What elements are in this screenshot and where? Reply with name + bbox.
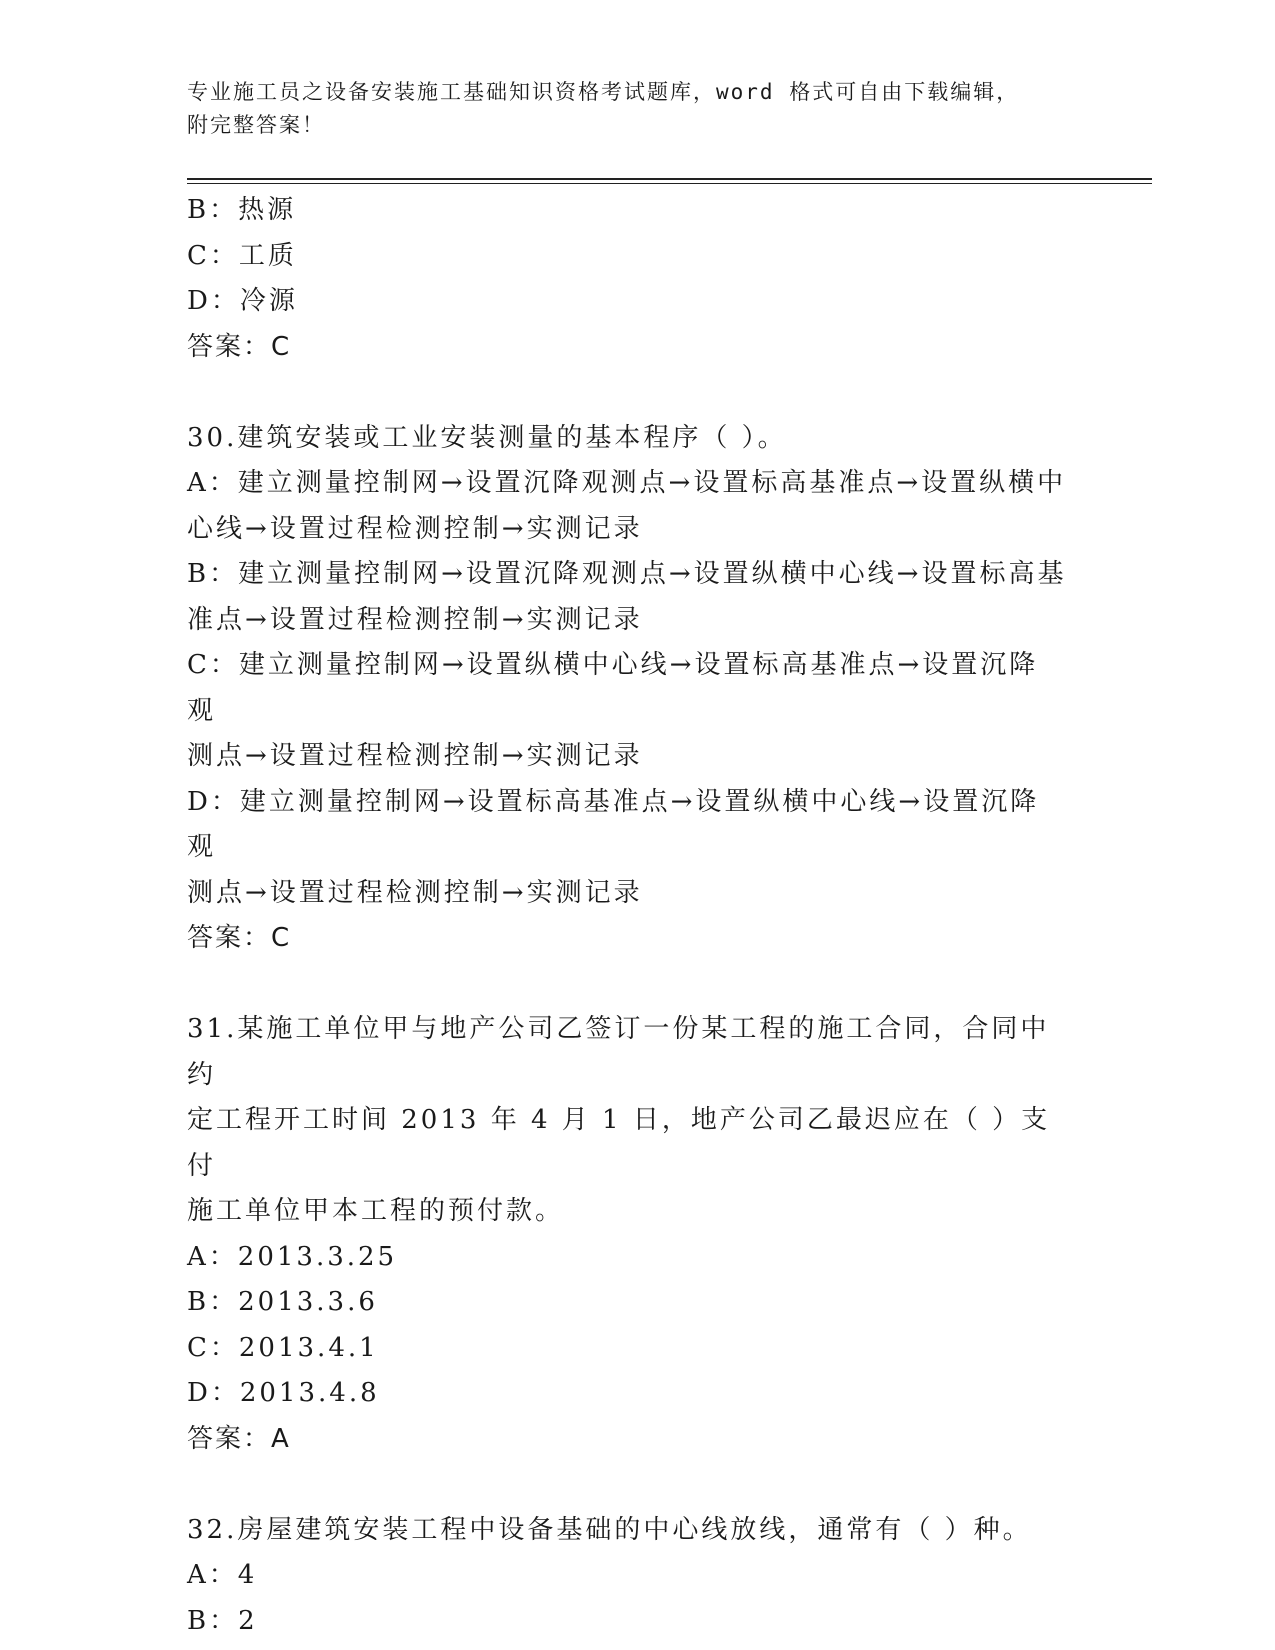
option-a-line: A：建立测量控制网→设置沉降观测点→设置标高基准点→设置纵横中 [187, 468, 1067, 498]
question-30 [187, 416, 1067, 962]
option-b-line: 准点→设置过程检测控制→实测记录 [187, 604, 643, 635]
option-d-line: D：2013.4.8 [187, 1378, 380, 1408]
question-text [187, 1007, 1067, 1235]
option-d-line: 测点→设置过程检测控制→实测记录 [187, 877, 643, 908]
header-rule-thin [187, 183, 1152, 184]
header-line-1: 专业施工员之设备安装施工基础知识资格考试题库，word 格式可自由下载编辑， [187, 80, 1020, 104]
option-b [187, 552, 1067, 643]
option-c [187, 643, 1067, 780]
question-text-line: 施工单位甲本工程的预付款。 [187, 1196, 565, 1226]
option-b [187, 1280, 1067, 1326]
question-text-line: 31.某施工单位甲与地产公司乙签订一份某工程的施工合同，合同中约 [187, 1014, 1050, 1090]
option-b [187, 1599, 1067, 1645]
question-31 [187, 1007, 1067, 1462]
answer-line: 答案：A [187, 1423, 291, 1454]
option-a-line: A：2013.3.25 [187, 1241, 398, 1272]
question-text-line: 30.建筑安装或工业安装测量的基本程序（ ）。 [187, 422, 787, 453]
prev-question-block [187, 188, 1067, 370]
document-content [187, 188, 1067, 1644]
question-text [187, 1508, 1067, 1554]
question-text-line: 定工程开工时间 2013 年 4 月 1 日，地产公司乙最迟应在（ ）支付 [187, 1105, 1051, 1181]
option-a-line: 心线→设置过程检测控制→实测记录 [187, 513, 643, 544]
option-d-line: D：建立测量控制网→设置标高基准点→设置纵横中心线→设置沉降观 [187, 786, 1040, 862]
option-b-line: B：2 [187, 1605, 258, 1636]
option-c-line: C：建立测量控制网→设置纵横中心线→设置标高基准点→设置沉降观 [187, 650, 1039, 726]
question-32 [187, 1508, 1067, 1645]
option-c [187, 1326, 1067, 1372]
question-text [187, 416, 1067, 462]
option-c-line: 测点→设置过程检测控制→实测记录 [187, 741, 643, 771]
option-a [187, 1553, 1067, 1599]
option-a [187, 461, 1067, 552]
option-a [187, 1235, 1067, 1281]
option-c-line: C：2013.4.1 [187, 1332, 379, 1363]
option-b-line: B：2013.3.6 [187, 1287, 378, 1317]
header-line-2: 附完整答案！ [187, 113, 325, 137]
answer-line: 答案：C [187, 923, 292, 953]
option-d [187, 1371, 1067, 1417]
option-b-line: B：建立测量控制网→设置沉降观测点→设置纵横中心线→设置标高基 [187, 559, 1067, 589]
option-a-line: A：4 [187, 1560, 258, 1590]
question-text-line: 32.房屋建筑安装工程中设备基础的中心线放线，通常有（ ）种。 [187, 1514, 1032, 1545]
answer-line: 答案：C [187, 331, 292, 362]
option-b: B：热源 [187, 195, 297, 225]
option-d: D：冷源 [187, 286, 298, 316]
option-d [187, 780, 1067, 917]
option-c: C：工质 [187, 240, 297, 271]
document-header [187, 76, 1067, 142]
header-rule-thick [187, 178, 1152, 180]
